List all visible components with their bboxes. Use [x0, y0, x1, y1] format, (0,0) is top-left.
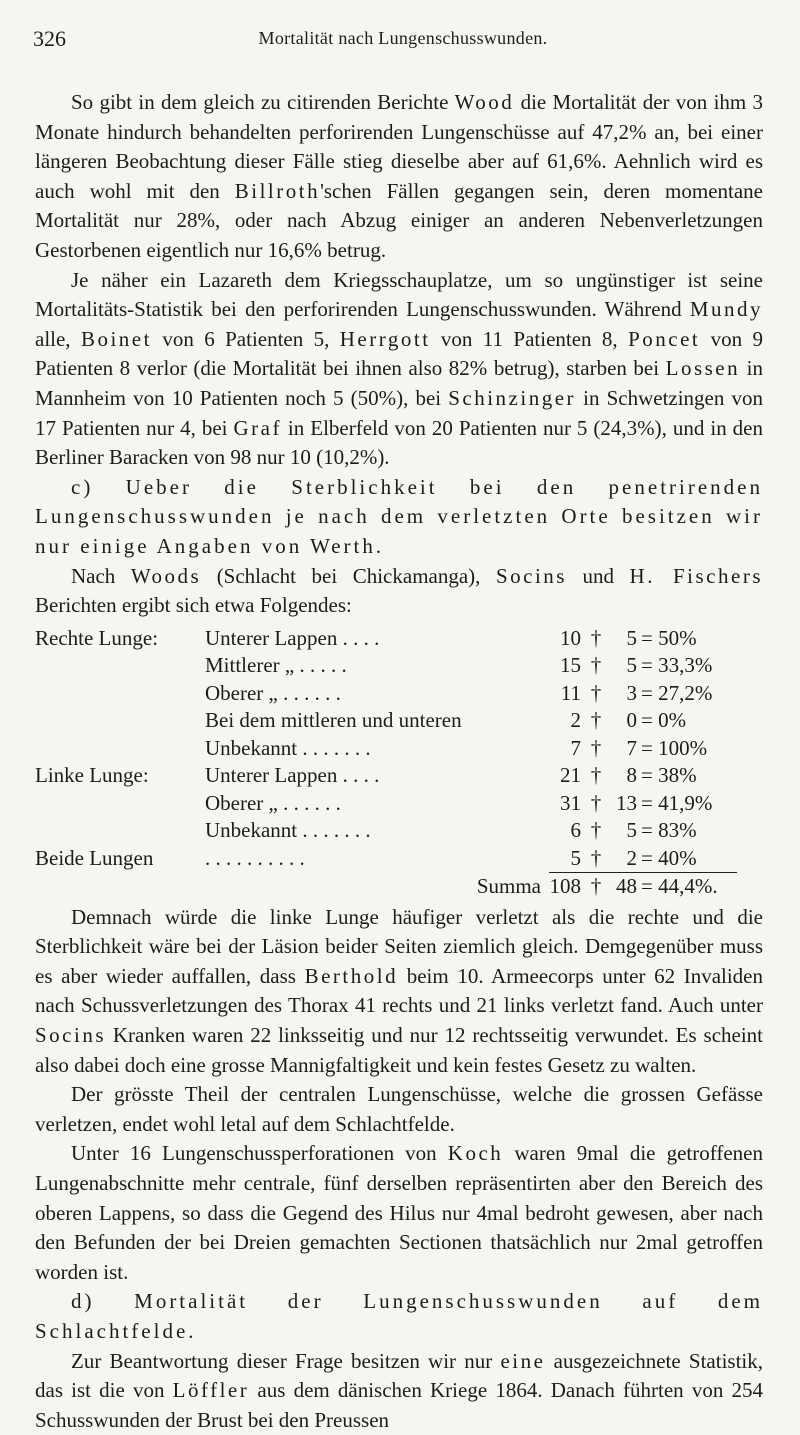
paragraph-comparison: Demnach würde die linke Lunge häufiger verletzt als die rechte und die Sterblichkeit wäre bei der Läsion beider Seiten ziemlich gleich. Demgegenüber muss es aber wieder auffallen, dass Berthold beim 10. Armeecorps unter 62 Invaliden nach Schussverletzungen des Thorax 41 rechts und 21 links verletzt fand. Auch unter Socins Kranken waren 22 linksseitig und nur 12 rechtsseitig verwundet. Es scheint also dabei doch eine grosse Mannigfaltigkeit und kein festes Gesetz zu walten.: [35, 904, 764, 1077]
author-name: Lossen: [665, 356, 741, 381]
table-row: Linke Lunge: Unterer Lappen . . . . 21 † 8 = 38%: [35, 762, 737, 790]
dagger-symbol: †: [590, 735, 602, 760]
table-sum-row: Summa 108 † 48 = 44,4%.: [35, 873, 737, 901]
author-name: Poncet: [628, 326, 701, 351]
table-row: Rechte Lunge: Unterer Lappen . . . . 10 † 5 = 50%: [35, 625, 737, 653]
dagger-symbol: †: [590, 625, 602, 650]
author-name: Mundy: [689, 297, 763, 322]
dagger-symbol: †: [590, 818, 602, 843]
dagger-symbol: †: [590, 763, 602, 788]
author-name: Graf: [233, 415, 282, 440]
author-name: Berthold: [304, 963, 399, 988]
dagger-symbol: †: [590, 680, 602, 705]
dagger-symbol: †: [581, 845, 611, 873]
emphasis: eine: [500, 1348, 546, 1373]
author-name: Socins: [35, 1023, 107, 1048]
author-name: Koch: [447, 1141, 504, 1166]
section-heading-d: d) Mortalität der Lungenschusswunden auf dem Schlachtfelde.: [35, 1289, 763, 1343]
dagger-symbol: †: [590, 708, 602, 733]
paragraph-loeffler: Zur Beantwortung dieser Frage besitzen wir nur eine ausgezeichnete Statistik, das ist die von Löffler aus dem dänischen Kriege 1864. Danach führten von 254 Schusswunden der Brust bei den Preussen: [35, 1348, 763, 1432]
table-row: Bei dem mittleren und unteren 2 † 0 = 0%: [35, 707, 737, 735]
dagger-symbol: †: [590, 874, 602, 899]
page-body: [35, 88, 763, 1435]
section-heading-c: c) Ueber die Sterblichkeit bei den penetrirenden Lungenschusswunden je nach dem verletzten Orte besitzen wir nur einige Angaben von Werth.: [35, 474, 763, 558]
running-title: Mortalität nach Lungenschusswunden.: [258, 28, 548, 48]
author-name: Schinzinger: [448, 385, 577, 410]
author-name: Socins: [495, 563, 567, 588]
author-name: Wood: [454, 90, 515, 114]
table-row: Oberer „ . . . . . . 11 † 3 = 27,2%: [35, 680, 737, 708]
author-name: Löffler: [172, 1378, 250, 1403]
paragraph-central-shots: Der grösste Theil der centralen Lungenschüsse, welche die grossen Gefässe verletzen, endet wohl letal auf dem Schlachtfelde.: [35, 1082, 763, 1136]
author-name: Woods: [130, 563, 202, 588]
author-name: Boinet: [80, 326, 152, 351]
table-row: Unbekannt . . . . . . . 6 † 5 = 83%: [35, 817, 737, 845]
table-row: Oberer „ . . . . . . 31 † 13 = 41,9%: [35, 790, 737, 818]
page-header: [33, 26, 773, 50]
table-row: Beide Lungen . . . . . . . . . . 5 † 2 = 40%: [35, 845, 737, 873]
paragraph-mortality-wood: So gibt in dem gleich zu citirenden Berichte Wood die Mortalität der von ihm 3 Monate hindurch behandelten perforirenden Lungenschüsse auf 47,2% an, bei einer längeren Beobachtung dieser Fälle stieg dieselbe aber auf 61,6%. Aehnlich wird es auch wohl mit den Billroth'schen Fällen gegangen sein, deren momentane Mortalität nur 28%, oder nach Abzug einiger an anderen Nebenverletzungen Gestorbenen eigentlich nur 16,6% betrug.: [35, 90, 764, 262]
author-name: Herrgott: [339, 326, 431, 351]
paragraph-lazareth-statistics: Je näher ein Lazareth dem Kriegsschauplatze, um so ungünstiger ist seine Mortalitäts-Statistik bei den perforirenden Lungenschusswunden. Während Mundy alle, Boinet von 6 Patienten 5, Herrgott von 11 Patienten 8, Poncet von 9 Patienten 8 verlor (die Mortalität bei ihnen also 82% betrug), starben bei Lossen in Mannheim von 10 Patienten noch 5 (50%), bei Schinzinger in Schwetzingen von 17 Patienten nur 4, bei Graf in Elberfeld von 20 Patienten nur 5 (24,3%), und in den Berliner Baracken von 98 nur 10 (10,2%).: [35, 267, 764, 470]
author-name: H. Fischers: [629, 563, 763, 588]
table-row: Unbekannt . . . . . . . 7 † 7 = 100%: [35, 735, 737, 763]
paragraph-sources: Nach Woods (Schlacht bei Chickamanga), Socins und H. Fischers Berichten ergibt sich etwa Folgendes:: [35, 563, 763, 618]
author-name: Billroth: [234, 178, 321, 203]
paragraph-koch: Unter 16 Lungenschussperforationen von Koch waren 9mal die getroffenen Lungenabschnitte mehr centrale, fünf derselben repräsentirten aber den Bereich des oberen Lappens, so dass die Gegend des Hilus nur 4mal bedroht gewesen, aber nach den Befunden der bei Dreien gemachten Sectionen thatsächlich nur 2mal getroffen worden ist.: [35, 1141, 763, 1284]
mortality-table: [35, 625, 737, 901]
dagger-symbol: †: [590, 790, 602, 815]
sum-label: Summa: [476, 873, 541, 898]
page-number: 326: [33, 26, 66, 51]
dagger-symbol: †: [590, 653, 602, 678]
table-row: Mittlerer „ . . . . . 15 † 5 = 33,3%: [35, 652, 737, 680]
